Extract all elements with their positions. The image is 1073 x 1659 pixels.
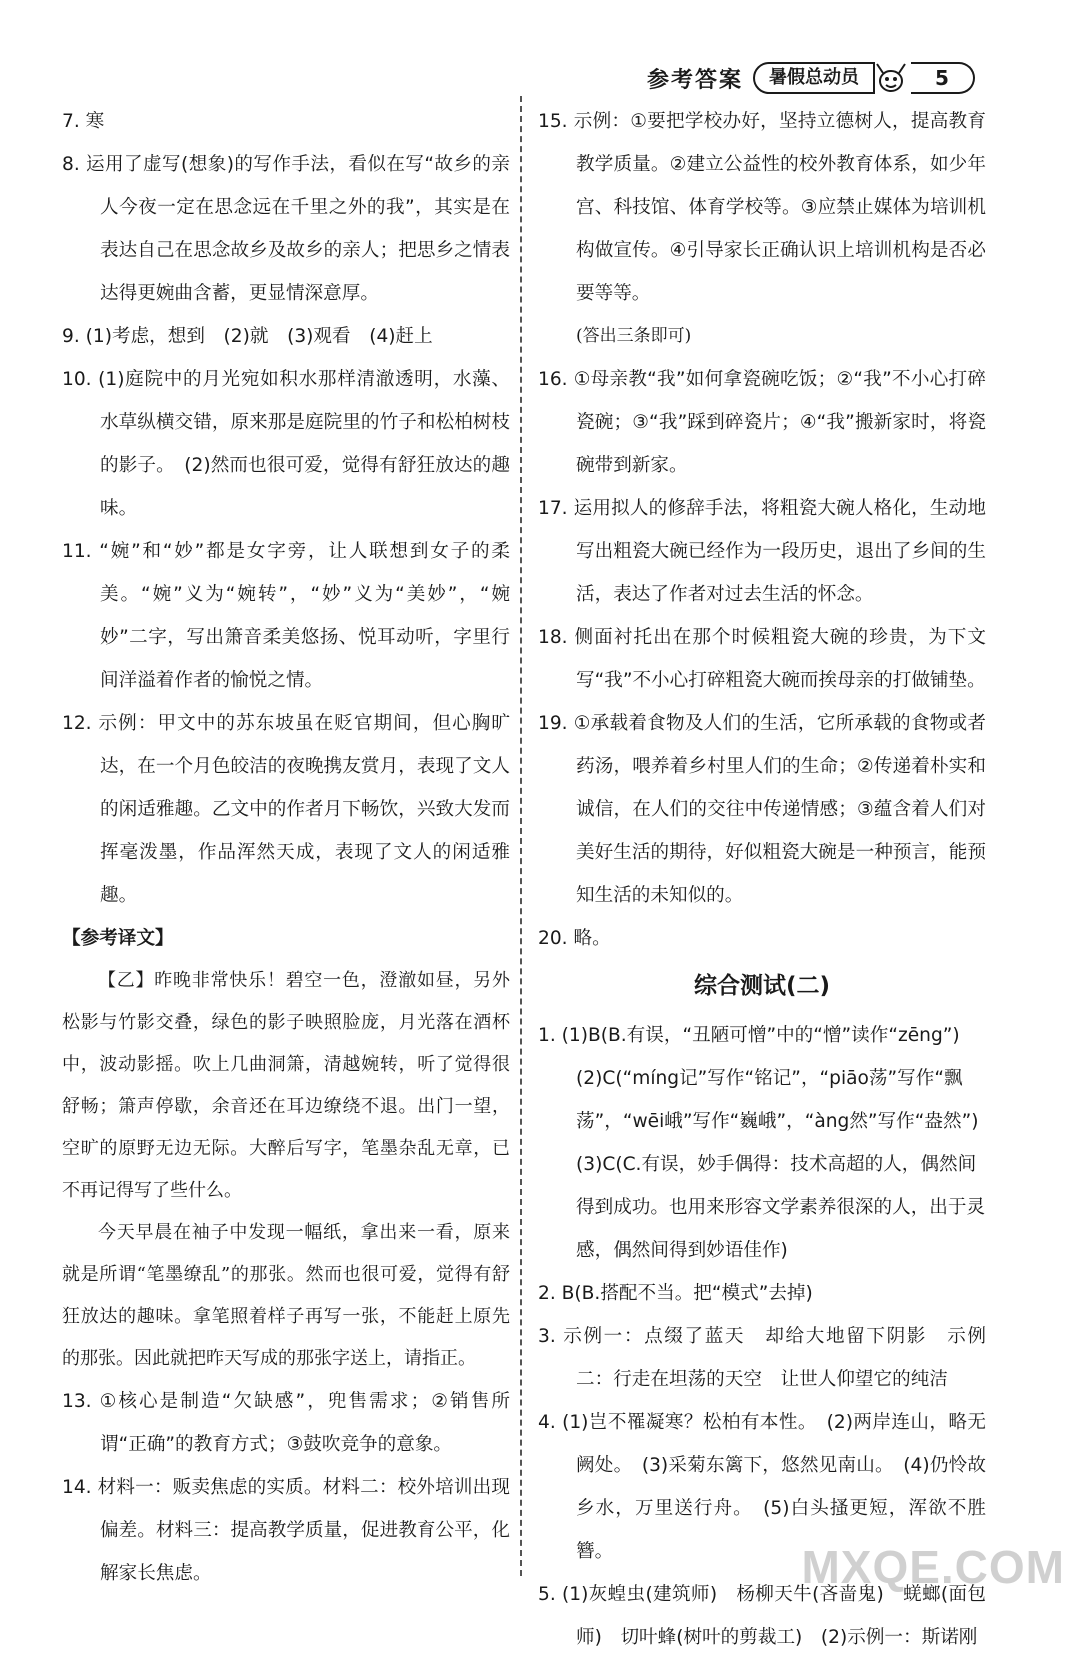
header-title: 参考答案 (646, 67, 743, 93)
answer-item: 10. (1)庭院中的月光宛如积水那样清澈透明，水藻、水草纵横交错，原来那是庭院里的竹子和松柏树枝的影子。 (2)然而也很可爱，觉得有舒狂放达的趣味。 (62, 369, 510, 519)
mascot-icon (871, 61, 911, 95)
column-divider (520, 96, 522, 1576)
answer-item: 3. 示例一：点缀了蓝天 却给大地留下阴影 示例二：行走在坦荡的天空 让世人仰望它的纯洁 (538, 1326, 986, 1390)
translation-heading: 【参考译文】 (62, 928, 174, 949)
answer-note: (答出三条即可) (576, 326, 692, 346)
watermark: MXQE.COM (801, 1541, 1065, 1593)
answer-item: 14. 材料一：贩卖焦虑的实质。材料二：校外培训出现偏差。材料三：提高教学质量，促进教育公平，化解家长焦虑。 (62, 1477, 510, 1584)
page-number: 5 (911, 62, 975, 94)
page-header (647, 60, 975, 96)
translation-paragraph: 【乙】昨晚非常快乐！碧空一色，澄澈如昼，另外松影与竹影交叠，绿色的影子映照脸庞，月光落在酒杯中，波动影摇。吹上几曲洞箫，清越婉转，听了觉得很舒畅；箫声停歇，余音还在耳边缭绕不退。出门一望，空旷的原野无边无际。大醉后写字，笔墨杂乱无章，已不再记得写了些什么。 (62, 970, 510, 1201)
answer-item: 18. 侧面衬托出在那个时候粗瓷大碗的珍贵，为下文写“我”不小心打碎粗瓷大碗而挨母亲的打做铺垫。 (538, 627, 986, 691)
answer-item: 19. ①承载着食物及人们的生活，它所承载的食物或者药汤，喂养着乡村里人们的生命；②传递着朴实和诚信，在人们的交往中传递情感；③蕴含着人们对美好生活的期待，好似粗瓷大碗是一种预言，能预知生活的未知似的。 (538, 713, 986, 906)
left-column (62, 100, 510, 1595)
right-column (538, 100, 986, 1659)
answer-item: 17. 运用拟人的修辞手法，将粗瓷大碗人格化，生动地写出粗瓷大碗已经作为一段历史，退出了乡间的生活，表达了作者对过去生活的怀念。 (538, 498, 986, 605)
answer-item: 12. 示例：甲文中的苏东坡虽在贬官期间，但心胸旷达，在一个月色皎洁的夜晚携友赏月，表现了文人的闲适雅趣。乙文中的作者月下畅饮，兴致大发而挥毫泼墨，作品浑然天成，表现了文人的闲适雅趣。 (62, 713, 510, 906)
answer-subitem: (2)C(“míng记”写作“铭记”，“piāo荡”写作“飘荡”，“wēi峨”写作“巍峨”，“àng然”写作“盎然”) (576, 1068, 979, 1132)
answer-item: 2. B(B.搭配不当。把“模式”去掉) (538, 1283, 813, 1304)
answer-item: 1. (1)B(B.有误，“丑陋可憎”中的“憎”读作“zēng”) (538, 1025, 960, 1046)
answer-item: 7. 寒 (62, 111, 105, 132)
section-title: 综合测试(二) (693, 973, 831, 999)
answer-item: 15. 示例：①要把学校办好，坚持立德树人，提高教育教学质量。②建立公益性的校外教育体系，如少年宫、科技馆、体育学校等。③应禁止媒体为培训机构做宣传。④引导家长正确认识上培训机构是否必要等等。 (538, 111, 986, 304)
answer-item: 13. ①核心是制造“欠缺感”，兜售需求；②销售所谓“正确”的教育方式；③鼓吹竞争的意象。 (62, 1391, 510, 1455)
answer-subitem: (3)C(C.有误，妙手偶得：技术高超的人，偶然间得到成功。也用来形容文学素养很深的人，出于灵感，偶然间得到妙语佳作) (576, 1154, 986, 1261)
answer-item: 8. 运用了虚写(想象)的写作手法，看似在写“故乡的亲人今夜一定在思念远在千里之外的我”，其实是在表达自己在思念故乡及故乡的亲人；把思乡之情表达得更婉曲含蓄，更显情深意厚。 (62, 154, 510, 304)
answer-item: 16. ①母亲教“我”如何拿瓷碗吃饭；②“我”不小心打碎瓷碗；③“我”踩到碎瓷片；④“我”搬新家时，将瓷碗带到新家。 (538, 369, 986, 476)
translation-paragraph: 今天早晨在袖子中发现一幅纸，拿出来一看，原来就是所谓“笔墨缭乱”的那张。然而也很可爱，觉得有舒狂放达的趣味。拿笔照着样子再写一张，不能赶上原先的那张。因此就把昨天写成的那张字送上，请指正。 (62, 1222, 510, 1369)
answer-item: 9. (1)考虑，想到 (2)就 (3)观看 (4)赶上 (62, 326, 433, 347)
answer-item: 5. (1)灰蝗虫(建筑师) 杨柳天牛(吝啬鬼) 蜣螂(面包师) 切叶蜂(树叶的剪裁工) (2)示例一：斯诺刚 (538, 1584, 986, 1648)
answer-item: 4. (1)岂不罹凝寒？松柏有本性。 (2)两岸连山，略无阙处。 (3)采菊东篱下，悠然见南山。 (4)仍怜故乡水，万里送行舟。 (5)白头搔更短，浑欲不胜簪。 (538, 1412, 986, 1562)
answer-item: 11. “婉”和“妙”都是女字旁，让人联想到女子的柔美。“婉”义为“婉转”，“妙”义为“美妙”，“婉妙”二字，写出箫音柔美悠扬、悦耳动听，字里行间洋溢着作者的愉悦之情。 (62, 541, 510, 691)
answer-item: 20. 略。 (538, 928, 611, 949)
header-badge: 暑假总动员 (753, 62, 875, 94)
